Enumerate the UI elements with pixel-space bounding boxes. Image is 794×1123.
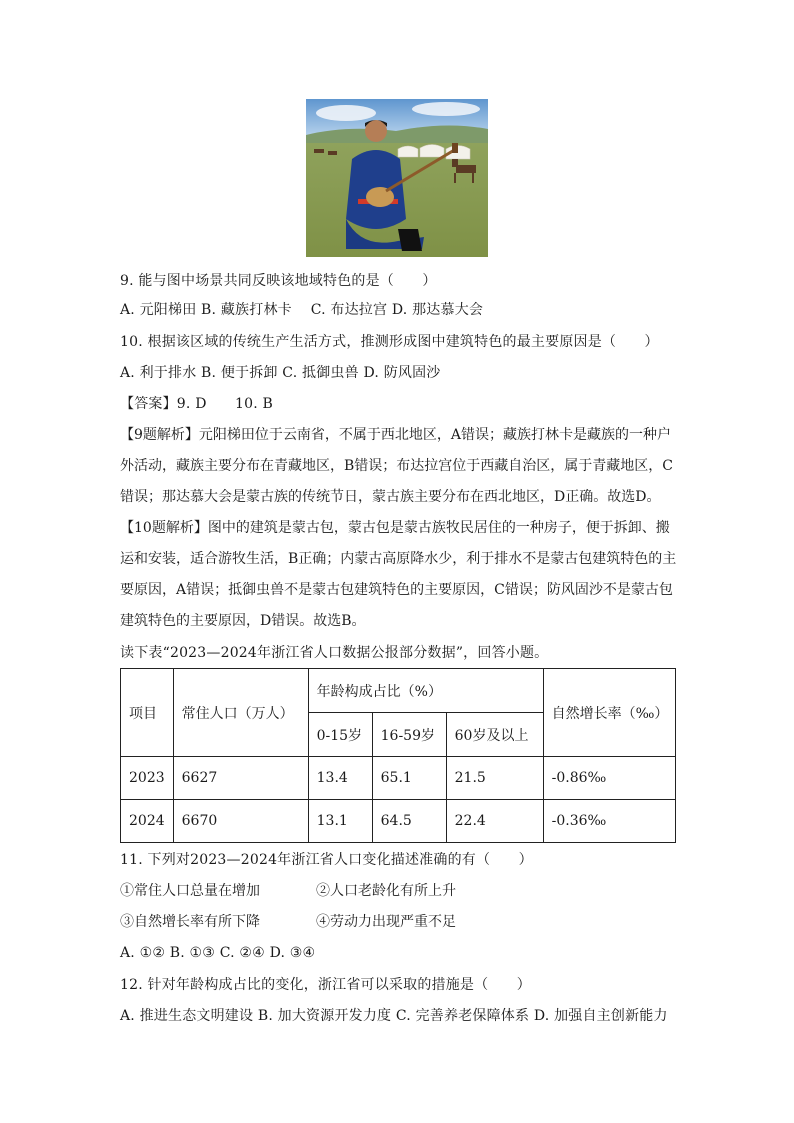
population-table <box>120 668 676 843</box>
q11-statement-4: ④劳动力出现严重不足 <box>316 914 456 930</box>
musician-image-icon <box>306 99 488 257</box>
q10-options: A. 利于排水 B. 便于拆卸 C. 抵御虫兽 D. 防风固沙 <box>120 365 441 381</box>
answer-line: 【答案】9. D 10. B <box>120 396 274 412</box>
cell-year: 2024 <box>121 800 174 843</box>
q12-stem: 12. 针对年龄构成占比的变化，浙江省可以采取的措施是（ ） <box>120 977 531 993</box>
q9-stem: 9. 能与图中场景共同反映该地域特色的是（ ） <box>120 273 437 289</box>
cell-year: 2023 <box>121 757 174 800</box>
q11-statement-3: ③自然增长率有所下降 <box>120 914 260 930</box>
q10-analysis-line: 【10题解析】图中的建筑是蒙古包，蒙古包是蒙古族牧民居住的一种房子，便于拆卸、搬 <box>120 520 670 536</box>
cell-age-0-15: 13.1 <box>308 800 372 843</box>
header-growth-rate: 自然增长率（‰） <box>543 669 675 757</box>
q9-analysis-line: 外活动，藏族主要分布在青藏地区，B错误；布达拉宫位于西藏自治区，属于青藏地区，C <box>120 458 673 474</box>
q11-statement-1: ①常住人口总量在增加 <box>120 883 260 899</box>
q10-analysis-line: 建筑特色的主要原因，D错误。故选B。 <box>120 613 366 629</box>
q11-statements-row-2 <box>120 912 456 932</box>
q11-options: A. ①② B. ①③ C. ②④ D. ③④ <box>120 945 316 961</box>
cell-population: 6627 <box>173 757 308 800</box>
q9-options: A. 元阳梯田 B. 藏族打林卡 C. 布达拉宫 D. 那达慕大会 <box>120 302 484 318</box>
cell-age-16-59: 64.5 <box>372 800 446 843</box>
header-age-16-59: 16-59岁 <box>372 713 446 757</box>
header-item: 项目 <box>121 669 174 757</box>
q9-analysis-line: 【9题解析】元阳梯田位于云南省，不属于西北地区，A错误；藏族打林卡是藏族的一种户 <box>120 427 672 443</box>
cell-growth-rate: -0.86‰ <box>543 757 675 800</box>
header-age-0-15: 0-15岁 <box>308 713 372 757</box>
header-age-60-plus: 60岁及以上 <box>446 713 543 757</box>
q9-analysis <box>120 420 676 513</box>
q10-analysis-line: 要原因，A错误；抵御虫兽不是蒙古包建筑特色的主要原因，C错误；防风固沙不是蒙古包 <box>120 582 673 598</box>
table-intro: 读下表“2023—2024年浙江省人口数据公报部分数据”，回答小题。 <box>120 645 549 661</box>
table-row <box>121 800 676 843</box>
q10-analysis <box>120 513 676 637</box>
q10-stem: 10. 根据该区域的传统生产生活方式，推测形成图中建筑特色的最主要原因是（ ） <box>120 334 659 350</box>
q11-statements-row-1 <box>120 881 456 901</box>
cell-age-16-59: 65.1 <box>372 757 446 800</box>
q9-analysis-line: 错误；那达慕大会是蒙古族的传统节日，蒙古族主要分布在西北地区，D正确。故选D。 <box>120 489 661 505</box>
cell-population: 6670 <box>173 800 308 843</box>
grassland-musician-photo <box>306 99 488 257</box>
header-population: 常住人口（万人） <box>173 669 308 757</box>
q11-stem: 11. 下列对2023—2024年浙江省人口变化描述准确的有（ ） <box>120 852 533 868</box>
q10-analysis-line: 运和安装，适合游牧生活，B正确；内蒙古高原降水少，利于排水不是蒙古包建筑特色的主 <box>120 551 677 567</box>
q11-statement-2: ②人口老龄化有所上升 <box>316 883 456 899</box>
cell-age-60-plus: 22.4 <box>446 800 543 843</box>
q12-options: A. 推进生态文明建设 B. 加大资源开发力度 C. 完善养老保障体系 D. 加强自主创新能力 <box>120 1008 668 1024</box>
header-age-structure: 年龄构成占比（%） <box>308 669 543 713</box>
table-row <box>121 757 676 800</box>
cell-age-0-15: 13.4 <box>308 757 372 800</box>
cell-growth-rate: -0.36‰ <box>543 800 675 843</box>
cell-age-60-plus: 21.5 <box>446 757 543 800</box>
